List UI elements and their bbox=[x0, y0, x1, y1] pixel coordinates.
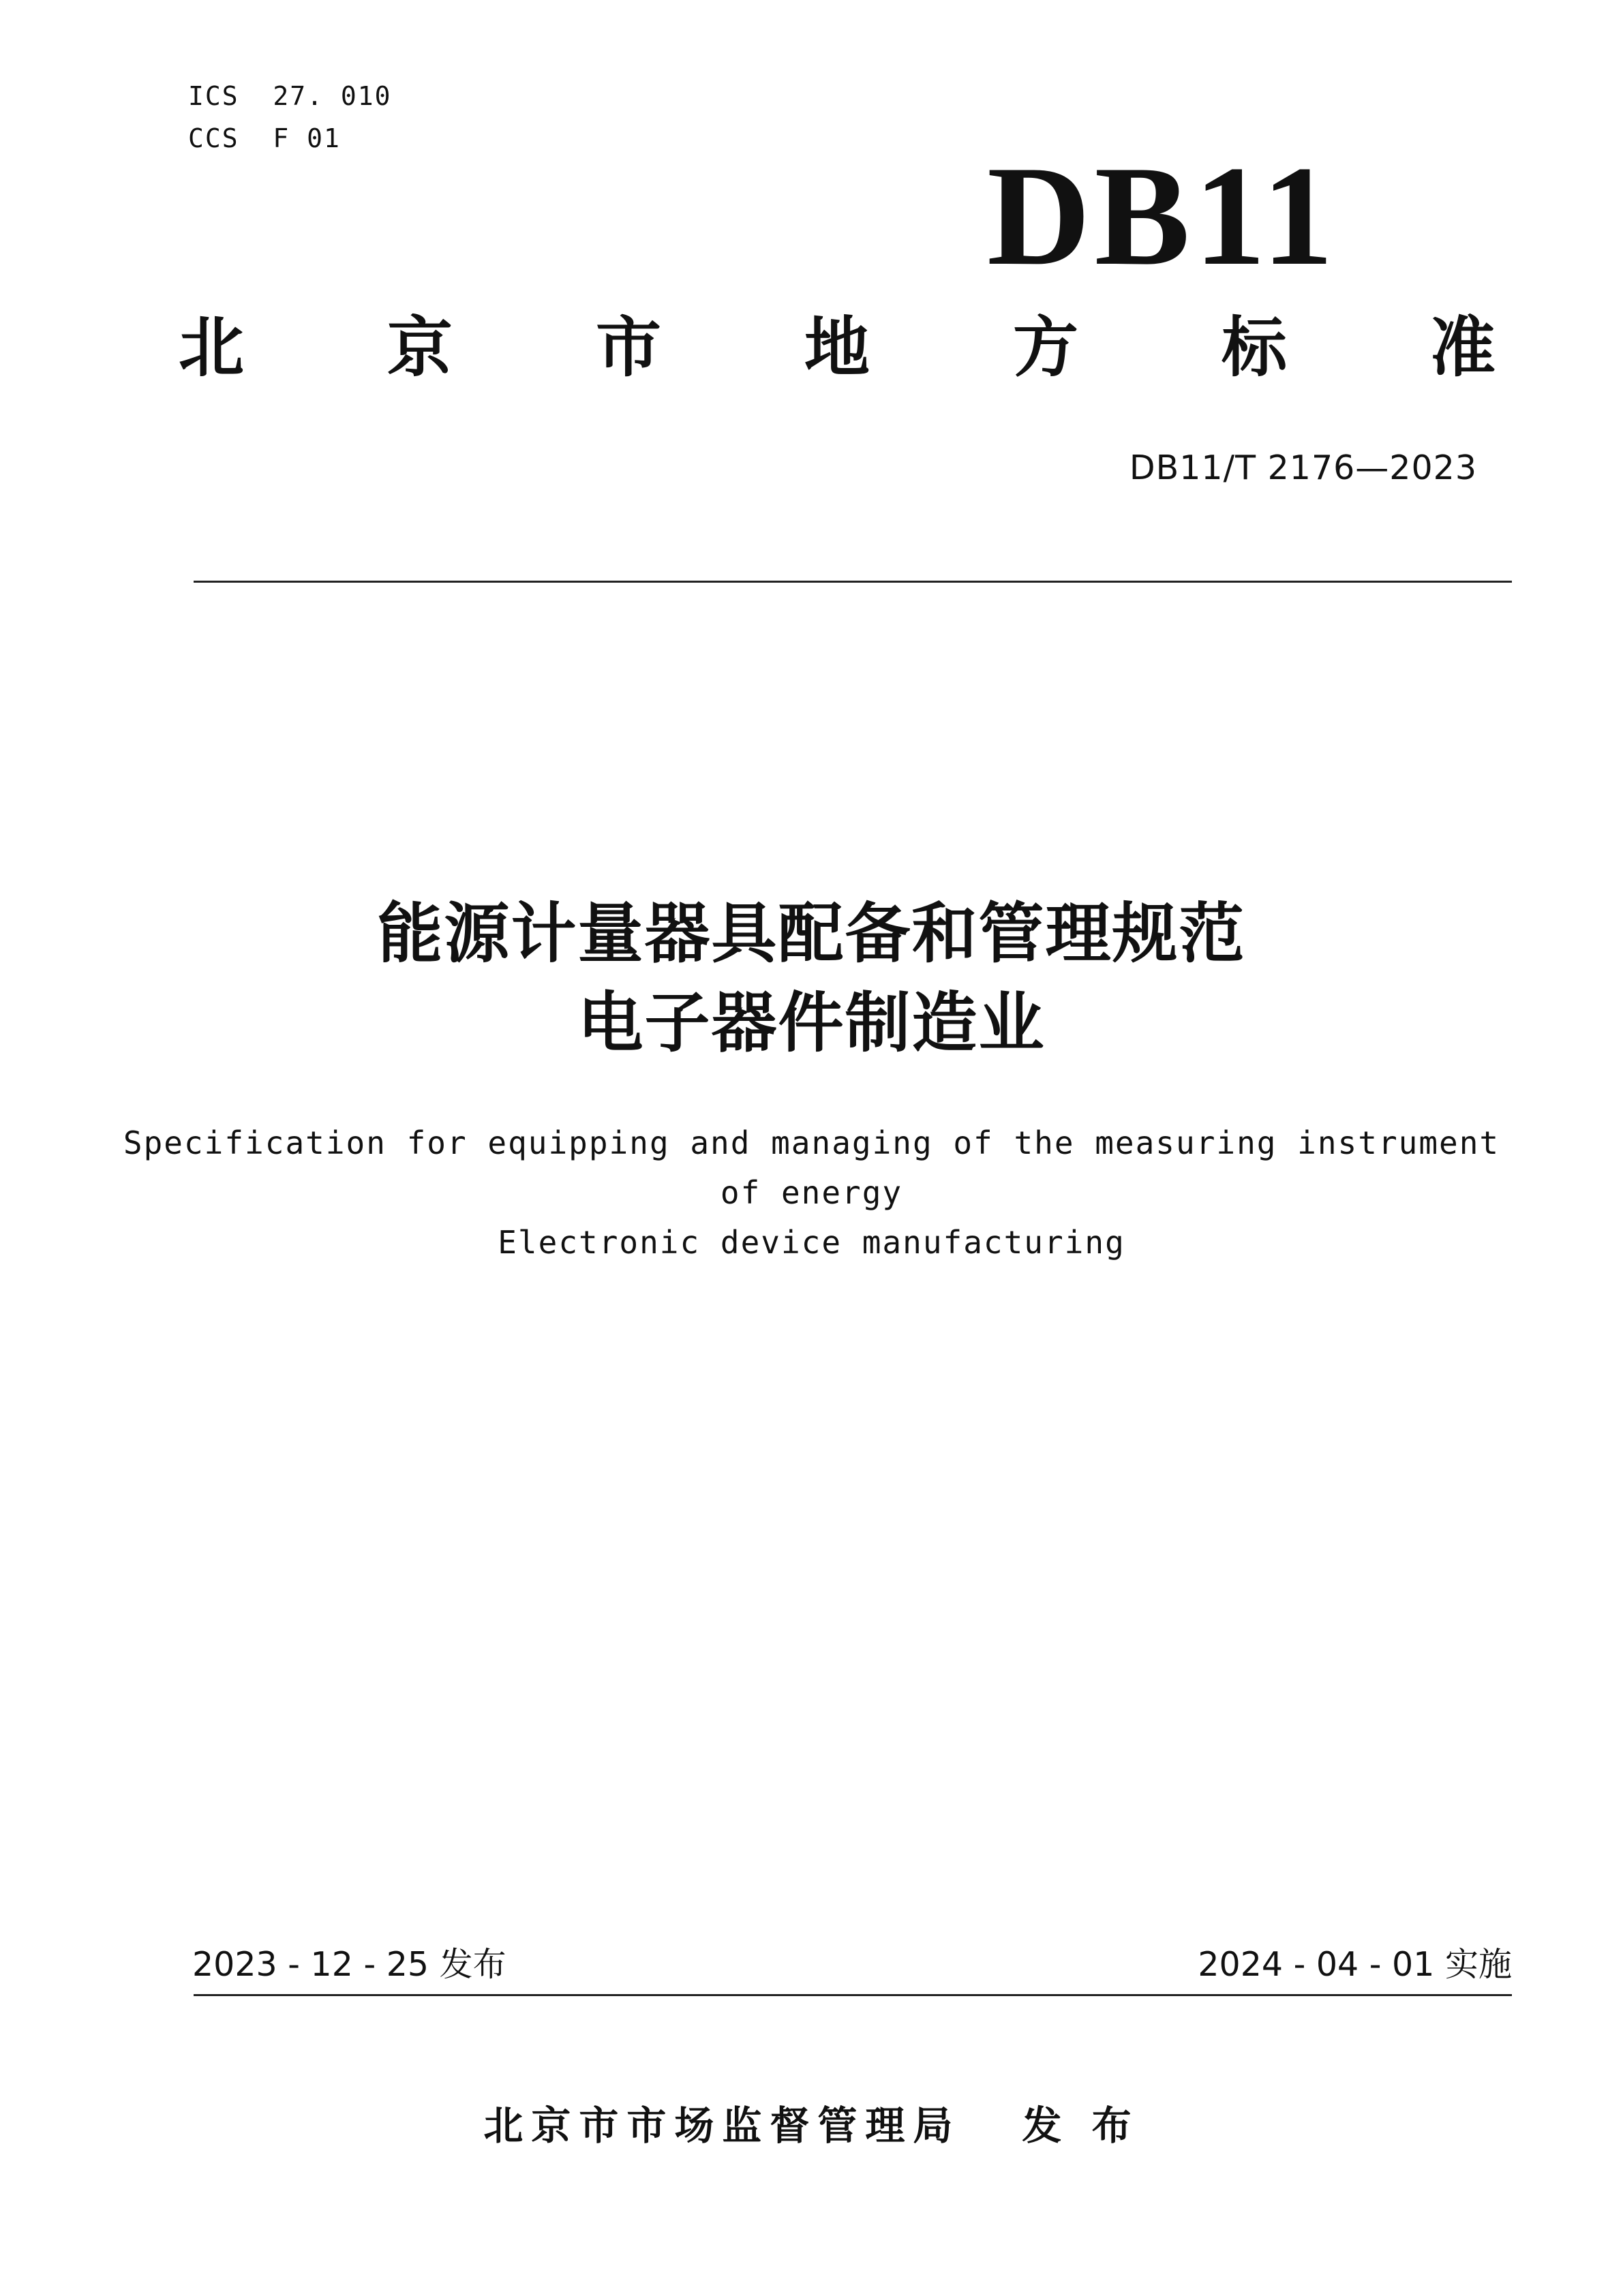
standard-type-char: 标 bbox=[1222, 309, 1287, 386]
db11-logo: DB11 bbox=[987, 137, 1338, 295]
publisher-line bbox=[0, 2102, 1623, 2149]
title-zh-line1: 能源计量器具配备和管理规范 bbox=[377, 896, 1246, 972]
ics-code: ICS 27. 010 bbox=[188, 81, 392, 111]
publisher-name: 北京市市场监督管理局 bbox=[483, 2102, 961, 2149]
issue-date: 2023 - 12 - 25 发布 bbox=[192, 1945, 506, 1984]
standard-type-char: 准 bbox=[1430, 309, 1496, 386]
title-en-line3: Electronic device manufacturing bbox=[498, 1224, 1125, 1261]
top-divider bbox=[194, 581, 1512, 583]
title-en-line1: Specification for equipping and managing of the measuring instrument bbox=[123, 1124, 1500, 1161]
standard-type-char: 市 bbox=[596, 309, 661, 386]
ccs-code: CCS F 01 bbox=[188, 123, 341, 153]
standard-number: DB11/T 2176—2023 bbox=[1129, 448, 1477, 487]
standard-type-char: 地 bbox=[804, 309, 870, 386]
standard-type-char: 北 bbox=[179, 309, 244, 386]
publisher-action: 发 布 bbox=[1022, 2102, 1140, 2149]
title-en-line2: of energy bbox=[720, 1174, 903, 1211]
title-zh-line2: 电子器件制造业 bbox=[577, 985, 1046, 1061]
standard-type-char: 方 bbox=[1013, 309, 1078, 386]
bottom-divider bbox=[194, 1994, 1512, 1996]
standard-type-heading bbox=[179, 309, 1496, 386]
standard-type-char: 京 bbox=[387, 309, 453, 386]
implement-date: 2024 - 04 - 01 实施 bbox=[1198, 1945, 1512, 1984]
